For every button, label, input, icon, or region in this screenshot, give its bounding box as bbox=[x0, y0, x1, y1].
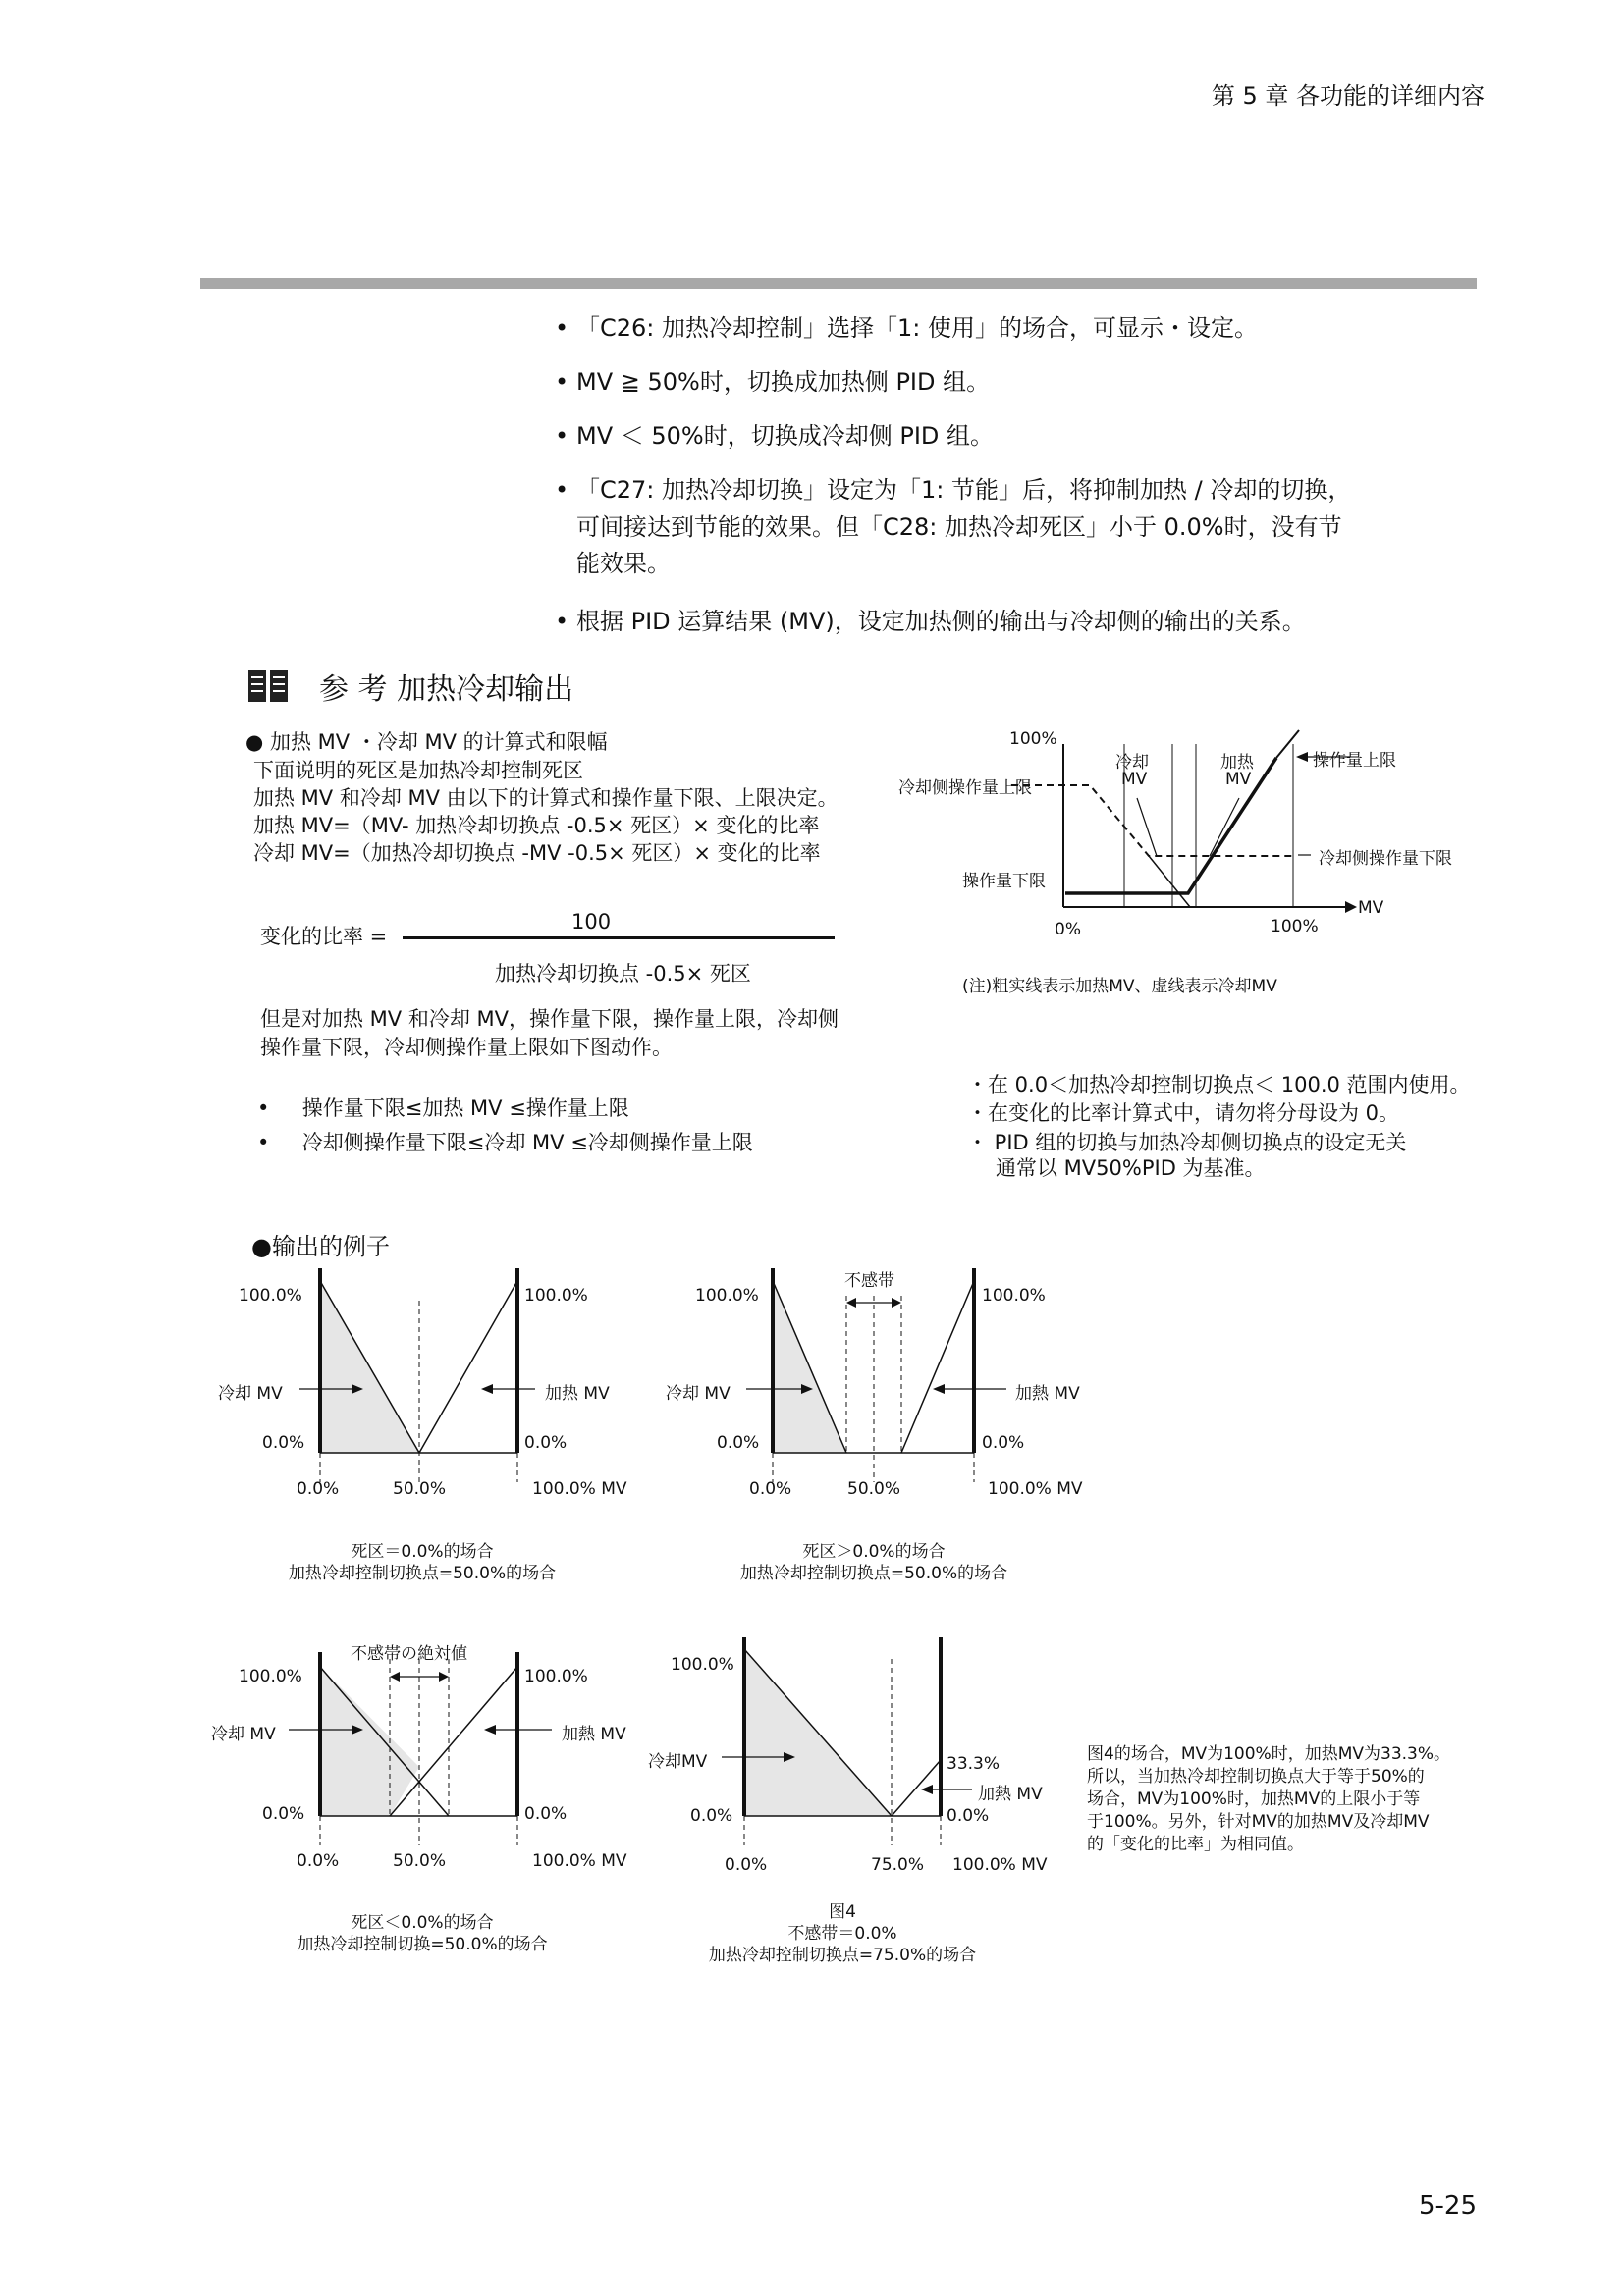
ex2-y0-left: 0.0% bbox=[717, 1433, 760, 1453]
ex4-heat-mv: 加熱 MV bbox=[978, 1785, 1043, 1804]
ex3-y0-left: 0.0% bbox=[262, 1804, 305, 1824]
limit-bullet-1: • 操作量下限≤加热 MV ≤操作量上限 bbox=[257, 1096, 629, 1120]
diagram-cool-lower: 冷却侧操作量下限 bbox=[1319, 849, 1452, 869]
ex4-x100: 100.0% MV bbox=[952, 1855, 1048, 1875]
ex3-caption-2: 加热冷却控制切换=50.0%的场合 bbox=[297, 1935, 548, 1954]
ex4-x0: 0.0% bbox=[725, 1855, 768, 1875]
diagram-heat-label-1: 加热 bbox=[1220, 753, 1254, 773]
ex1-y100-right: 100.0% bbox=[524, 1286, 588, 1306]
limit-text-2: 操作量下限，冷却侧操作量上限如下图动作。 bbox=[260, 1036, 673, 1059]
ex4-fig-label: 图4 bbox=[829, 1902, 856, 1922]
examples-heading: ●输出的例子 bbox=[251, 1233, 390, 1260]
ratio-numerator: 100 bbox=[571, 910, 612, 934]
limit-bullet-2: • 冷却侧操作量下限≤冷却 MV ≤冷却侧操作量上限 bbox=[257, 1131, 753, 1154]
ex1-y100-left: 100.0% bbox=[239, 1286, 302, 1306]
page-number: 5-25 bbox=[1418, 2191, 1477, 2220]
diagram-lower: 操作量下限 bbox=[962, 872, 1046, 891]
diagram-cool-label-1: 冷却 bbox=[1115, 753, 1149, 773]
formula-cool-mv: 冷却 MV=（加热冷却切换点 -MV -0.5× 死区）× 变化的比率 bbox=[253, 841, 821, 865]
formula-heading: ● 加热 MV ・冷却 MV 的计算式和限幅 bbox=[245, 730, 608, 754]
limit-text-1: 但是对加热 MV 和冷却 MV，操作量下限，操作量上限，冷却侧 bbox=[260, 1007, 839, 1031]
formula-heat-mv: 加热 MV=（MV- 加热冷却切换点 -0.5× 死区）× 变化的比率 bbox=[253, 814, 820, 837]
diagram-cool-label-2: MV bbox=[1121, 770, 1148, 789]
ex4-v333: 33.3% bbox=[947, 1754, 1001, 1774]
ex1-heat-mv: 加热 MV bbox=[545, 1384, 610, 1404]
ex1-y0-right: 0.0% bbox=[524, 1433, 568, 1453]
diagram-cool-upper: 冷却侧操作量上限 bbox=[898, 778, 1032, 798]
ex3-x100: 100.0% MV bbox=[532, 1851, 627, 1871]
diagram-mv: MV bbox=[1358, 898, 1384, 918]
ex1-cool-mv: 冷却 MV bbox=[218, 1384, 283, 1404]
note-4: 通常以 MV50%PID 为基准。 bbox=[996, 1156, 1266, 1180]
ex3-x50: 50.0% bbox=[393, 1851, 447, 1871]
ex1-caption-2: 加热冷却控制切换点=50.0%的场合 bbox=[288, 1564, 557, 1583]
ex3-y100-left: 100.0% bbox=[239, 1667, 302, 1686]
ex4-y100: 100.0% bbox=[671, 1655, 734, 1675]
ex3-caption-1: 死区＜0.0%的场合 bbox=[351, 1913, 494, 1933]
ex2-heat-mv: 加熱 MV bbox=[1015, 1384, 1080, 1404]
ex1-x0: 0.0% bbox=[297, 1479, 340, 1499]
note-2: ・在变化的比率计算式中，请勿将分母设为 0。 bbox=[967, 1101, 1400, 1125]
ex2-y100-right: 100.0% bbox=[982, 1286, 1046, 1306]
diagram-note: (注)粗实线表示加热MV、虚线表示冷却MV bbox=[962, 977, 1277, 996]
diagram-x0: 0% bbox=[1055, 920, 1081, 939]
ex2-x50: 50.0% bbox=[847, 1479, 901, 1499]
ex1-x50: 50.0% bbox=[393, 1479, 447, 1499]
side-note-5: 的「变化的比率」为相同值。 bbox=[1087, 1835, 1304, 1854]
note-3: ・ PID 组的切换与加热冷却侧切换点的设定无关 bbox=[967, 1131, 1407, 1154]
ex1-caption-1: 死区＝0.0%的场合 bbox=[351, 1542, 494, 1562]
note-1: ・在 0.0＜加热冷却控制切换点＜ 100.0 范围内使用。 bbox=[967, 1073, 1471, 1096]
diagram-upper: 操作量上限 bbox=[1313, 751, 1396, 771]
ex1-y0-left: 0.0% bbox=[262, 1433, 305, 1453]
ex2-x0: 0.0% bbox=[749, 1479, 792, 1499]
ex4-x75: 75.0% bbox=[871, 1855, 925, 1875]
side-note-3: 场合，MV为100%时，加热MV的上限小于等 bbox=[1087, 1789, 1421, 1809]
ex1-x100: 100.0% MV bbox=[532, 1479, 627, 1499]
side-note-2: 所以，当加热冷却控制切换点大于等于50%的 bbox=[1087, 1767, 1425, 1787]
ex2-cool-mv: 冷却 MV bbox=[666, 1384, 731, 1404]
ex2-caption-2: 加热冷却控制切换点=50.0%的场合 bbox=[739, 1564, 1008, 1583]
diagram-x100: 100% bbox=[1271, 917, 1319, 936]
formula-line-2: 加热 MV 和冷却 MV 由以下的计算式和操作量下限、上限决定。 bbox=[253, 786, 839, 810]
ex4-y0-left: 0.0% bbox=[690, 1806, 733, 1826]
ratio-label: 变化的比率 = bbox=[260, 925, 388, 948]
chapter-title: 第 5 章 各功能的详细内容 bbox=[1211, 82, 1485, 110]
ex2-y100-left: 100.0% bbox=[695, 1286, 759, 1306]
ratio-denominator: 加热冷却切换点 -0.5× 死区 bbox=[495, 962, 751, 986]
ex2-x100: 100.0% MV bbox=[988, 1479, 1083, 1499]
ex3-y100-right: 100.0% bbox=[524, 1667, 588, 1686]
ex3-band-label: 不感帯の絶対値 bbox=[351, 1644, 467, 1664]
ex3-cool-mv: 冷却 MV bbox=[211, 1725, 276, 1744]
diagram-heat-label-2: MV bbox=[1225, 770, 1252, 789]
ex4-caption-2: 加热冷却控制切换点=75.0%的场合 bbox=[708, 1946, 977, 1965]
ex2-band-label: 不感带 bbox=[844, 1271, 894, 1291]
ex3-y0-right: 0.0% bbox=[524, 1804, 568, 1824]
ex4-y0-right: 0.0% bbox=[947, 1806, 990, 1826]
formula-line-1: 下面说明的死区是加热冷却控制死区 bbox=[253, 759, 583, 782]
ex4-caption-1: 不感带＝0.0% bbox=[787, 1924, 897, 1944]
ex3-x0: 0.0% bbox=[297, 1851, 340, 1871]
ex3-heat-mv: 加熱 MV bbox=[562, 1725, 626, 1744]
side-note-1: 图4的场合，MV为100%时，加热MV为33.3%。 bbox=[1087, 1744, 1451, 1764]
ex4-cool-mv: 冷却MV bbox=[648, 1752, 708, 1772]
ex2-caption-1: 死区＞0.0%的场合 bbox=[802, 1542, 946, 1562]
diagram-100: 100% bbox=[1009, 729, 1057, 749]
ex2-y0-right: 0.0% bbox=[982, 1433, 1025, 1453]
side-note-4: 于100%。另外，针对MV的加热MV及冷却MV bbox=[1087, 1812, 1430, 1832]
reference-title: 参 考 加热冷却输出 bbox=[319, 672, 574, 707]
